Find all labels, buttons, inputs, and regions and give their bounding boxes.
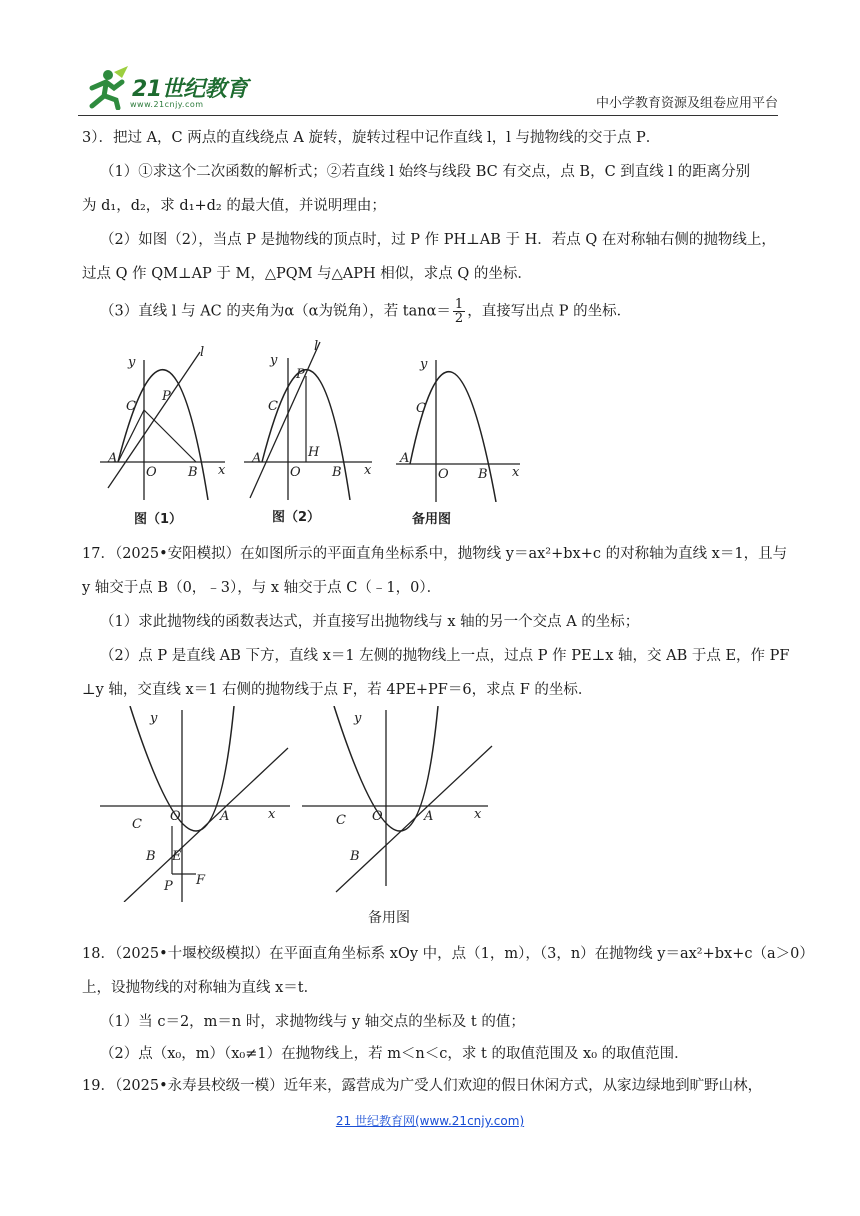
q18-part1: （1）当 c＝2，m＝n 时，求抛物线与 y 轴交点的坐标及 t 的值；: [100, 1014, 525, 1030]
platform-name: 中小学教育资源及组卷应用平台: [595, 96, 778, 111]
segment-CB: [144, 410, 196, 462]
label-x: x: [268, 807, 276, 822]
label-O: O: [438, 467, 449, 482]
q16-part2-line1: （2）如图（2），当点 P 是抛物线的顶点时，过 P 作 PH⊥AB 于 H．若点 Q 在对称轴右侧的抛物线上，: [100, 232, 776, 248]
label-x: x: [364, 463, 372, 478]
q17-line1: 17．（2025•安阳模拟）在如图所示的平面直角坐标系中，抛物线 y＝ax²+bx+c 的对称轴为直线 x＝1，且与: [82, 546, 788, 562]
label-E: E: [172, 849, 182, 864]
label-O: O: [170, 809, 181, 824]
label-C: C: [336, 813, 346, 828]
q16-part3: [100, 298, 631, 325]
q17-figure-spare: [302, 706, 498, 902]
parabola: [410, 372, 496, 502]
q18-line2: 上，设抛物线的对称轴为直线 x＝t．: [82, 980, 319, 996]
label-B: B: [146, 849, 156, 864]
label-O: O: [290, 465, 301, 480]
runner-logo-icon: [78, 66, 138, 110]
q17-figure-1: [100, 706, 296, 902]
spare-figure-caption: 备用图: [412, 512, 452, 527]
label-x: x: [474, 807, 482, 822]
label-O: O: [146, 465, 157, 480]
page-header: [78, 64, 778, 116]
fraction-denominator: 2: [454, 311, 464, 326]
logo: [78, 66, 248, 110]
label-F: F: [196, 873, 206, 888]
q19-line1: 19．（2025•永寿县校级一模）近年来，露营成为广受人们欢迎的假日休闲方式，从家边绿地到旷野山林，: [82, 1078, 763, 1094]
q16-part3-pre: （3）直线 l 与 AC 的夹角为α（α为锐角），若 tanα＝: [100, 303, 451, 320]
label-P: P: [296, 367, 305, 382]
q16-part1-line1: （1）①求这个二次函数的解析式；②若直线 l 始终与线段 BC 有交点，点 B，C 到直线 l 的距离分别: [100, 164, 751, 180]
q16-part2-line2: 过点 Q 作 QM⊥AP 于 M，△PQM 与△APH 相似，求点 Q 的坐标．: [82, 266, 532, 282]
label-y: y: [128, 355, 136, 370]
q17-part2-line1: （2）点 P 是直线 AB 下方，直线 x＝1 左侧的抛物线上一点，过点 P 作 PE⊥x 轴，交 AB 于点 E，作 PF: [100, 648, 790, 664]
line-AB: [336, 746, 492, 892]
logo-subtext: www.21cnjy.com: [130, 100, 204, 109]
label-x: x: [218, 463, 226, 478]
label-A: A: [108, 451, 118, 466]
q17-line2: y 轴交于点 B（0，﹣3），与 x 轴交于点 C（﹣1，0）．: [82, 580, 442, 596]
q16-part3-post: ，直接写出点 P 的坐标．: [467, 303, 632, 320]
q16-intro: 3）．把过 A，C 两点的直线绕点 A 旋转，旋转过程中记作直线 l，l 与抛物线的交于点 P．: [82, 130, 661, 146]
label-y: y: [354, 711, 362, 726]
q18-part2: （2）点（x₀，m）（x₀≠1）在抛物线上，若 m＜n＜c，求 t 的取值范围及 x₀ 的取值范围．: [100, 1046, 689, 1062]
label-C: C: [126, 399, 136, 414]
label-l: l: [314, 339, 319, 354]
label-P: P: [164, 879, 173, 894]
label-H: H: [308, 445, 320, 460]
fraction-one-half: [453, 298, 465, 325]
label-B: B: [332, 465, 342, 480]
q17-part1: （1）求此抛物线的函数表达式，并直接写出抛物线与 x 轴的另一个交点 A 的坐标；: [100, 614, 640, 630]
label-y: y: [150, 711, 158, 726]
q16-part1-line2: 为 d₁，d₂，求 d₁+d₂ 的最大值，并说明理由；: [82, 198, 386, 214]
label-B: B: [188, 465, 198, 480]
logo-text: 21世纪教育: [132, 77, 248, 102]
figure-spare-q16: [396, 346, 524, 502]
label-A: A: [424, 809, 434, 824]
figure-1: [100, 340, 230, 500]
figure-2-caption: 图（2）: [272, 510, 321, 525]
footer-link[interactable]: 21 世纪教育网(www.21cnjy.com): [335, 1114, 525, 1128]
label-C: C: [416, 401, 426, 416]
q18-line1: 18．（2025•十堰校级模拟）在平面直角坐标系 xOy 中，点（1，m），（3，n）在抛物线 y＝ax²+bx+c（a＞0）: [82, 946, 814, 962]
label-y: y: [270, 353, 278, 368]
figure-2: [244, 338, 376, 500]
label-A: A: [252, 451, 262, 466]
label-A: A: [220, 809, 230, 824]
label-O: O: [372, 809, 383, 824]
label-l: l: [200, 345, 205, 360]
label-C: C: [132, 817, 142, 832]
figure-1-caption: 图（1）: [134, 512, 183, 527]
label-A: A: [400, 451, 410, 466]
label-B: B: [478, 467, 488, 482]
q17-part2-line2: ⊥y 轴，交直线 x＝1 右侧的抛物线于点 F，若 4PE+PF＝6，求点 F 的坐标．: [82, 682, 593, 698]
label-B: B: [350, 849, 360, 864]
line-AB: [124, 748, 288, 902]
fraction-numerator: 1: [454, 297, 464, 312]
label-C: C: [268, 399, 278, 414]
line-l: [250, 342, 320, 498]
label-y: y: [420, 357, 428, 372]
label-P: P: [162, 389, 171, 404]
label-x: x: [512, 465, 520, 480]
q17-spare-caption: 备用图: [368, 910, 410, 926]
